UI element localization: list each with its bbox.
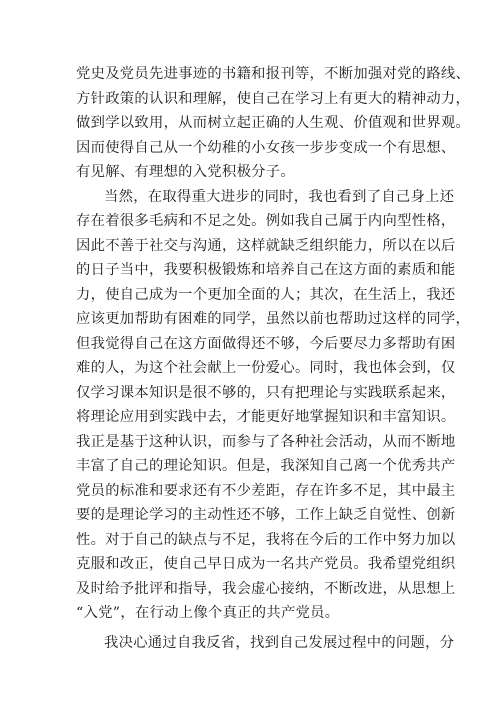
text-line: 党员的标准和要求还有不少差距，存在许多不足，其中最主 [76,482,456,499]
text-line: 要的是理论学习的主动性还不够，工作上缺乏自觉性、创新 [76,507,456,523]
body-text [76,62,471,655]
text-line: 的日子当中，我要积极锻炼和培养自己在这方面的素质和能 [76,262,456,278]
text-line: 将理论应用到实践中去，才能更好地掌握知识和丰富知识。 [76,409,456,425]
text-line: 党史及党员先进事迹的书籍和报刊等，不断加强对党的路线、 [76,66,471,82]
text-line: 但我觉得自己在这方面做得还不够，今后要尽力多帮助有困 [76,335,456,352]
text-line: 力，使自己成为一个更加全面的人；其次，在生活上，我还 [76,286,456,303]
text-line: “入党”，在行动上像个真正的共产党员。 [76,605,340,621]
text-line: 克服和改正，使自己早日成为一名共产党员。我希望党组织 [76,556,456,572]
paragraph-start-line: 我决心通过自我反省，找到自己发展过程中的问题，分 [104,634,455,651]
text-line: 因而使得自己从一个幼稚的小女孩一步步变成一个有思想、 [76,139,456,156]
text-line: 做到学以致用，从而树立起正确的人生观、价值观和世界观。 [76,115,471,131]
text-line: 丰富了自己的理论知识。但是，我深知自己离一个优秀共产 [76,458,456,474]
text-line: 性。对于自己的缺点与不足，我将在今后的工作中努力加以 [76,531,456,548]
text-line: 存在着很多毛病和不足之处。例如我自己属于内向型性格， [76,213,456,229]
text-line: 方针政策的认识和理解，使自己在学习上有更大的精神动力， [76,90,471,107]
text-line: 难的人，为这个社会献上一份爱心。同时，我也体会到，仅 [76,360,456,376]
text-line: 及时给予批评和指导，我会虚心接纳，不断改进，从思想上 [76,580,456,597]
text-line: 我正是基于这种认识，而参与了各种社会活动，从而不断地 [76,433,456,450]
text-line: 应该更加帮助有困难的同学，虽然以前也帮助过这样的同学， [76,311,471,327]
text-line: 因此不善于社交与沟通，这样就缺乏组织能力，所以在以后 [76,237,456,254]
paragraph-start-line: 当然，在取得重大进步的同时，我也看到了自己身上还 [104,188,455,205]
text-line: 仅学习课本知识是很不够的，只有把理论与实践联系起来， [76,384,456,401]
text-line: 有见解、有理想的入党积极分子。 [76,164,295,180]
